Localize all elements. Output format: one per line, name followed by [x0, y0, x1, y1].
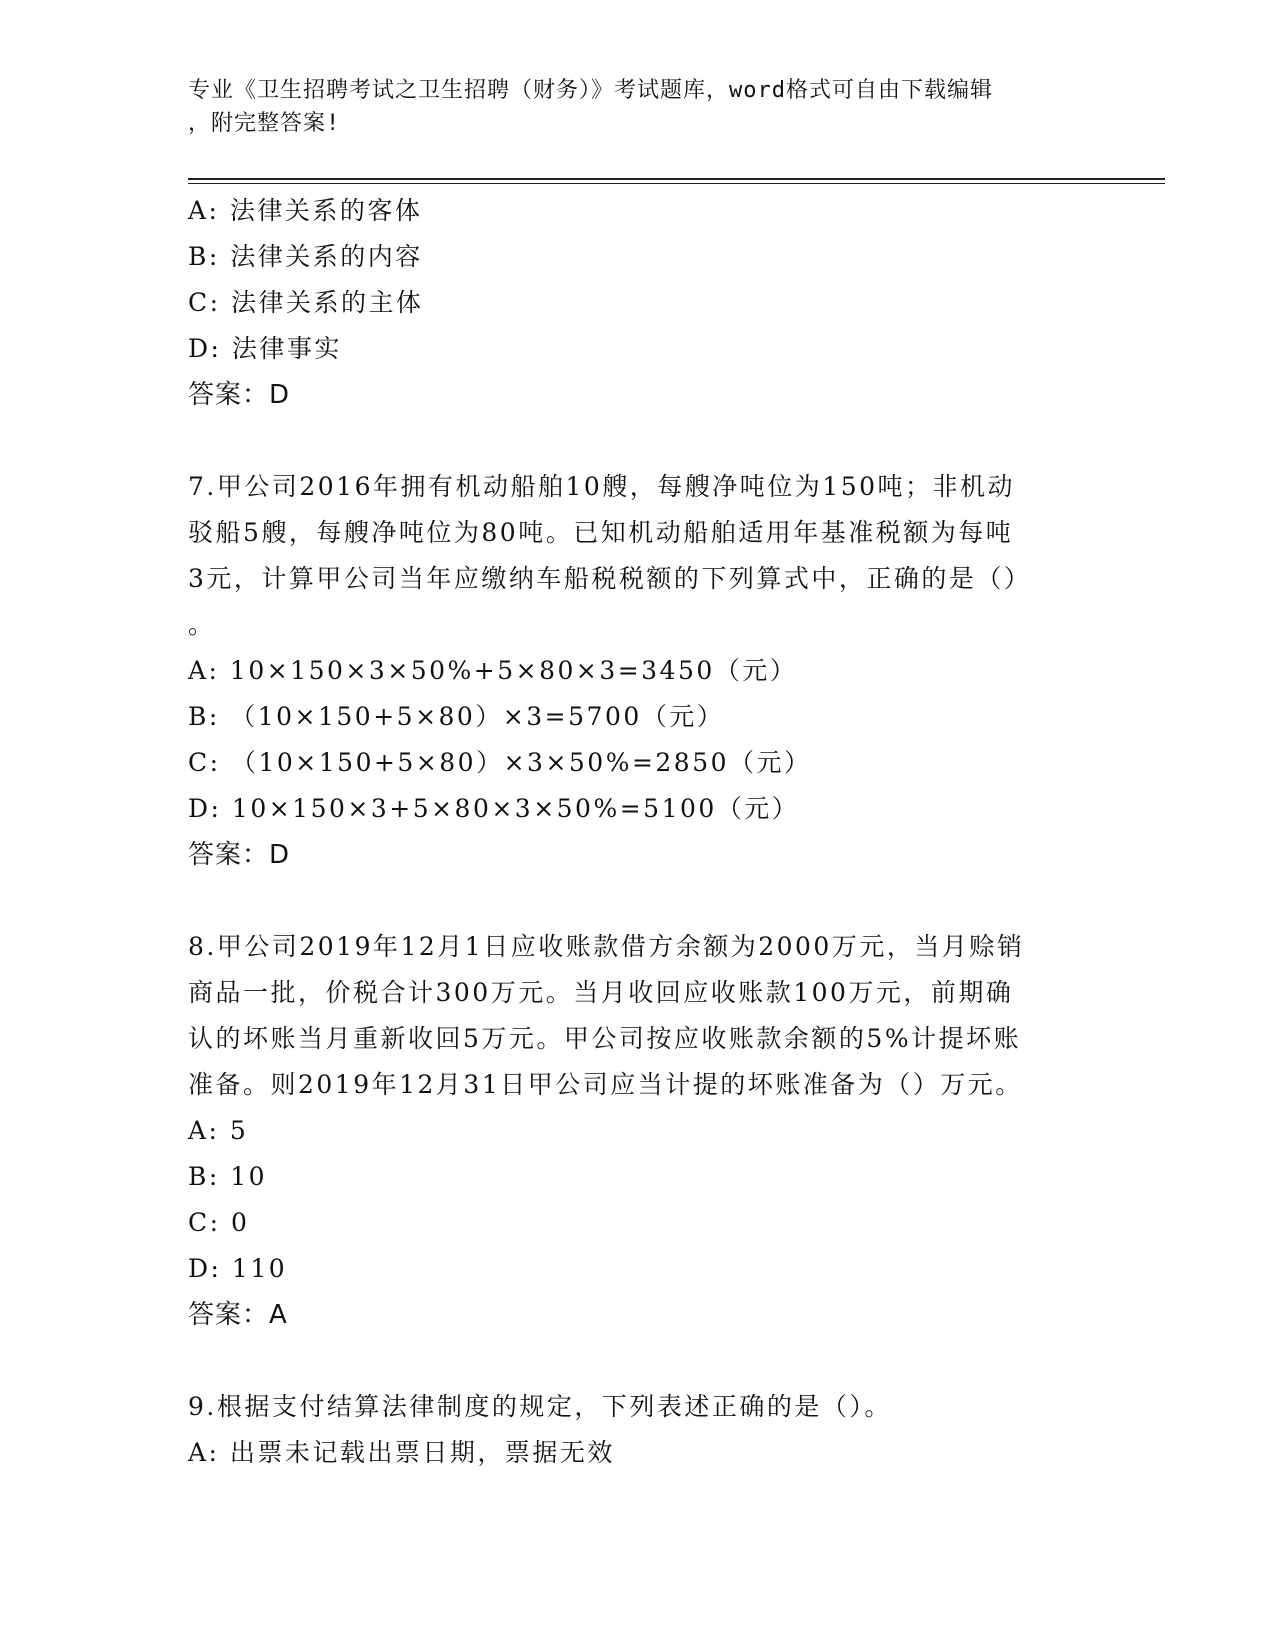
q9-option-a: A: 出票未记载出票日期，票据无效: [188, 1438, 615, 1467]
document-header: [188, 74, 1088, 140]
question-7: [188, 464, 1088, 878]
header-title-line-2: ，附完整答案!: [188, 111, 341, 136]
q8-stem-line-1: 8.甲公司2019年12月1日应收账款借方余额为2000万元，当月赊销: [188, 932, 1025, 961]
question-spacer: [188, 1338, 1088, 1384]
q9-stem-line-1: 9.根据支付结算法律制度的规定，下列表述正确的是（）。: [188, 1392, 892, 1421]
q7-option-d: D: 10×150×3+5×80×3×50%=5100（元）: [188, 794, 800, 823]
q8-option-a: A: 5: [188, 1116, 249, 1145]
question-list: [188, 188, 1088, 1476]
q7-option-c: C: （10×150+5×80）×3×50%=2850（元）: [188, 748, 812, 777]
q6-option-d: D: 法律事实: [188, 334, 342, 363]
q8-answer: 答案：A: [188, 1300, 288, 1330]
question-spacer: [188, 418, 1088, 464]
header-divider-thin: [188, 183, 1165, 184]
q8-option-b: B: 10: [188, 1162, 268, 1191]
q7-answer: 答案：D: [188, 840, 291, 870]
question-spacer: [188, 878, 1088, 924]
header-title-line-1: 专业《卫生招聘考试之卫生招聘（财务）》考试题库，word格式可自由下载编辑: [188, 78, 993, 103]
q8-stem-line-3: 认的坏账当月重新收回5万元。甲公司按应收账款余额的5%计提坏账: [188, 1024, 1022, 1053]
q8-stem-line-4: 准备。则2019年12月31日甲公司应当计提的坏账准备为（）万元。: [188, 1070, 1023, 1099]
question-6: [188, 188, 1088, 418]
q8-option-c: C: 0: [188, 1208, 250, 1237]
q8-option-d: D: 110: [188, 1254, 288, 1283]
q7-stem-line-2: 驳船5艘，每艘净吨位为80吨。已知机动船舶适用年基准税额为每吨: [188, 518, 1014, 547]
q6-option-b: B: 法律关系的内容: [188, 242, 423, 271]
q6-answer: 答案：D: [188, 380, 291, 410]
q7-stem-line-1: 7.甲公司2016年拥有机动船舶10艘，每艘净吨位为150吨；非机动: [188, 472, 1016, 501]
q7-stem-line-3: 3元，计算甲公司当年应缴纳车船税税额的下列算式中，正确的是（）: [188, 564, 1032, 593]
question-8: [188, 924, 1088, 1338]
header-divider-thick: [188, 178, 1165, 180]
q6-option-c: C: 法律关系的主体: [188, 288, 424, 317]
q7-stem-line-4: 。: [188, 610, 216, 639]
q7-option-b: B: （10×150+5×80）×3=5700（元）: [188, 702, 725, 731]
question-9: [188, 1384, 1088, 1476]
q6-option-a: A: 法律关系的客体: [188, 196, 423, 225]
q8-stem-line-2: 商品一批，价税合计300万元。当月收回应收账款100万元，前期确: [188, 978, 1014, 1007]
q7-option-a: A: 10×150×3×50%+5×80×3=3450（元）: [188, 656, 798, 685]
